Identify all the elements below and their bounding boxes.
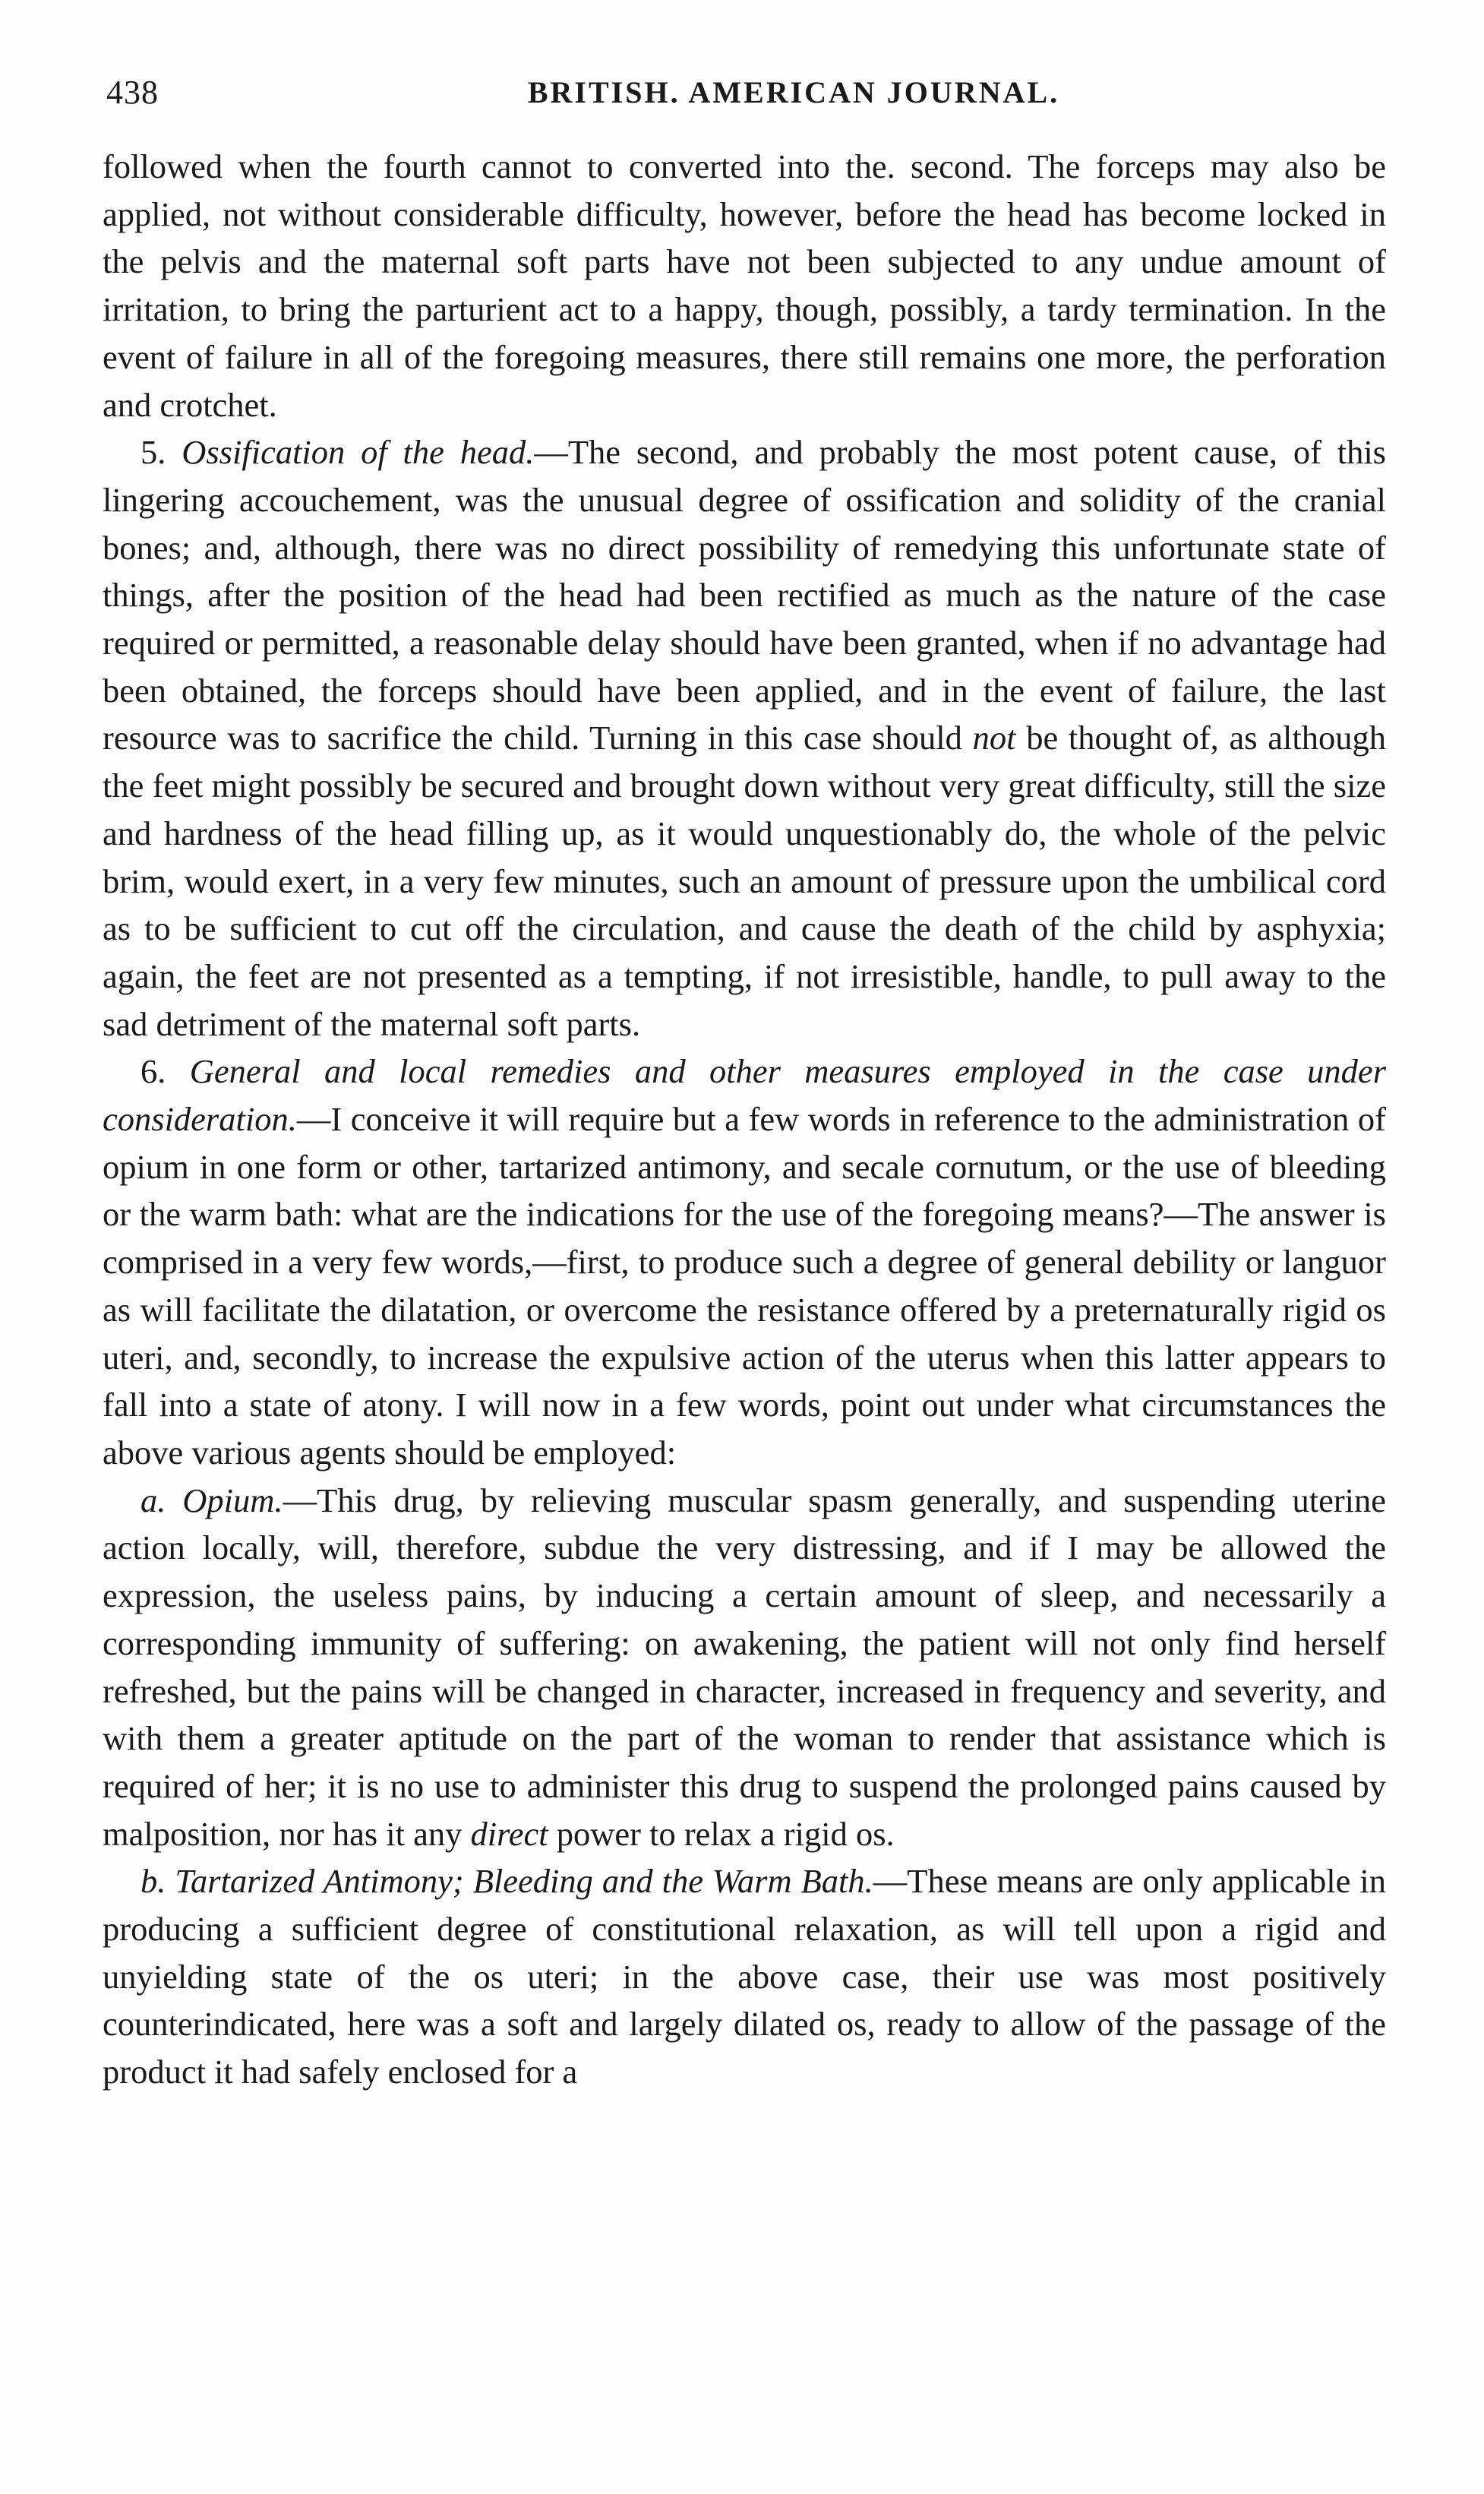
section-number: 6. bbox=[141, 1052, 166, 1091]
paragraph-continuation bbox=[103, 143, 1386, 428]
paragraph-text: —This drug, by relieving muscular spasm generally, and suspending uterine action locally, will, therefore, subdue the very distressing, and if I may be allowed the expression, the useless pains, by inducing a certain amount of sleep, and necessarily a corresponding immunity of suffering: on awakening, the patient will not only find herself refreshed, but the pains will be changed in character, increased in frequency and severity, and with them a greater aptitude on the part of the woman to render that assistance which is required of her; it is no use to administer this drug to suspend the prolonged pains caused by malposition, nor has it any bbox=[103, 1481, 1387, 1853]
paragraph-remedies bbox=[103, 1048, 1386, 1476]
subsection-heading: Tartarized Antimony; Bleeding and the Warm Bath. bbox=[175, 1862, 873, 1901]
emphasis-text: direct bbox=[470, 1814, 548, 1853]
paragraph-text: power to relax a rigid os. bbox=[556, 1814, 895, 1853]
subsection-heading: Opium. bbox=[182, 1481, 283, 1519]
paragraph-ossification bbox=[103, 428, 1386, 1048]
paragraph-text: —The second, and probably the most potent cause, of this lingering accouchement, was the unusual degree of ossification and solidity of the cranial bones; and, although, there was no direct possibility of remedying this unfortunate state of things, after the position of the head had been rectified as much as the nature of the case required or permitted, a reasonable delay should have been granted, when if no advantage had been obtained, the forceps should have been applied, and in the event of failure, the last resource was to sacrifice the child. Turning in this case should bbox=[103, 433, 1386, 757]
subsection-label: b. bbox=[141, 1862, 166, 1901]
paragraph-text: be thought of, as although the feet might possibly be secured and brought down without very great difficulty, still the size and hardness of the head filling up, as it would unquestionably do, the whole of the pelvic brim, would exert, in a very few minutes, such an amount of pressure upon the umbilical cord as to be sufficient to cut off the circulation, and cause the death of the child by asphyxia; again, the feet are not presented as a tempting, if not irresistible, handle, to pull away to the sad detriment of the maternal soft parts. bbox=[103, 719, 1387, 1043]
paragraph-text: followed when the fourth cannot to converted into the. second. The forceps may also be applied, not without considerable difficulty, however, before the head has become locked in the pelvis and the maternal soft parts have not been subjected to any undue amount of irritation, to bring the parturient act to a happy, though, possibly, a tardy termination. In the event of failure in all of the foregoing measures, there still remains one more, the perforation and crotchet. bbox=[103, 147, 1386, 424]
page-number: 438 bbox=[106, 74, 159, 111]
emphasis-text: not bbox=[972, 719, 1016, 757]
paragraph-text: —These means are only applicable in producing a sufficient degree of constitutional relaxation, as will tell upon a rigid and unyielding state of the os uteri; in the above case, their use was most positively counterindicated, here was a soft and largely dilated os, ready to allow of the passage of the product it had safely enclosed for a bbox=[103, 1862, 1387, 2091]
section-heading: Ossification of the head. bbox=[182, 433, 535, 472]
subsection-label: a. bbox=[141, 1481, 166, 1519]
article-body bbox=[103, 143, 1386, 2096]
paragraph-opium bbox=[103, 1477, 1386, 1858]
running-title: BRITISH. AMERICAN JOURNAL. bbox=[527, 75, 1060, 109]
section-number: 5. bbox=[141, 433, 166, 472]
paragraph-antimony bbox=[103, 1857, 1386, 2096]
page-header bbox=[106, 70, 1390, 115]
section-heading: General and local remedies and other measures employed in the case under consideration. bbox=[103, 1052, 1387, 1139]
paragraph-text: —I conceive it will require but a few words in reference to the administration of opium in one form or other, tartarized antimony, and secale cornutum, or the use of bleeding or the warm bath: what are the indications for the use of the foregoing means?—The answer is comprised in a very few words,—first, to produce such a degree of general debility or languor as will facilitate the dilatation, or overcome the resistance offered by a preternaturally rigid os uteri, and, secondly, to increase the expulsive action of the uterus when this latter appears to fall into a state of atony. I will now in a few words, point out under what circumstances the above various agents should be employed: bbox=[103, 1100, 1386, 1471]
